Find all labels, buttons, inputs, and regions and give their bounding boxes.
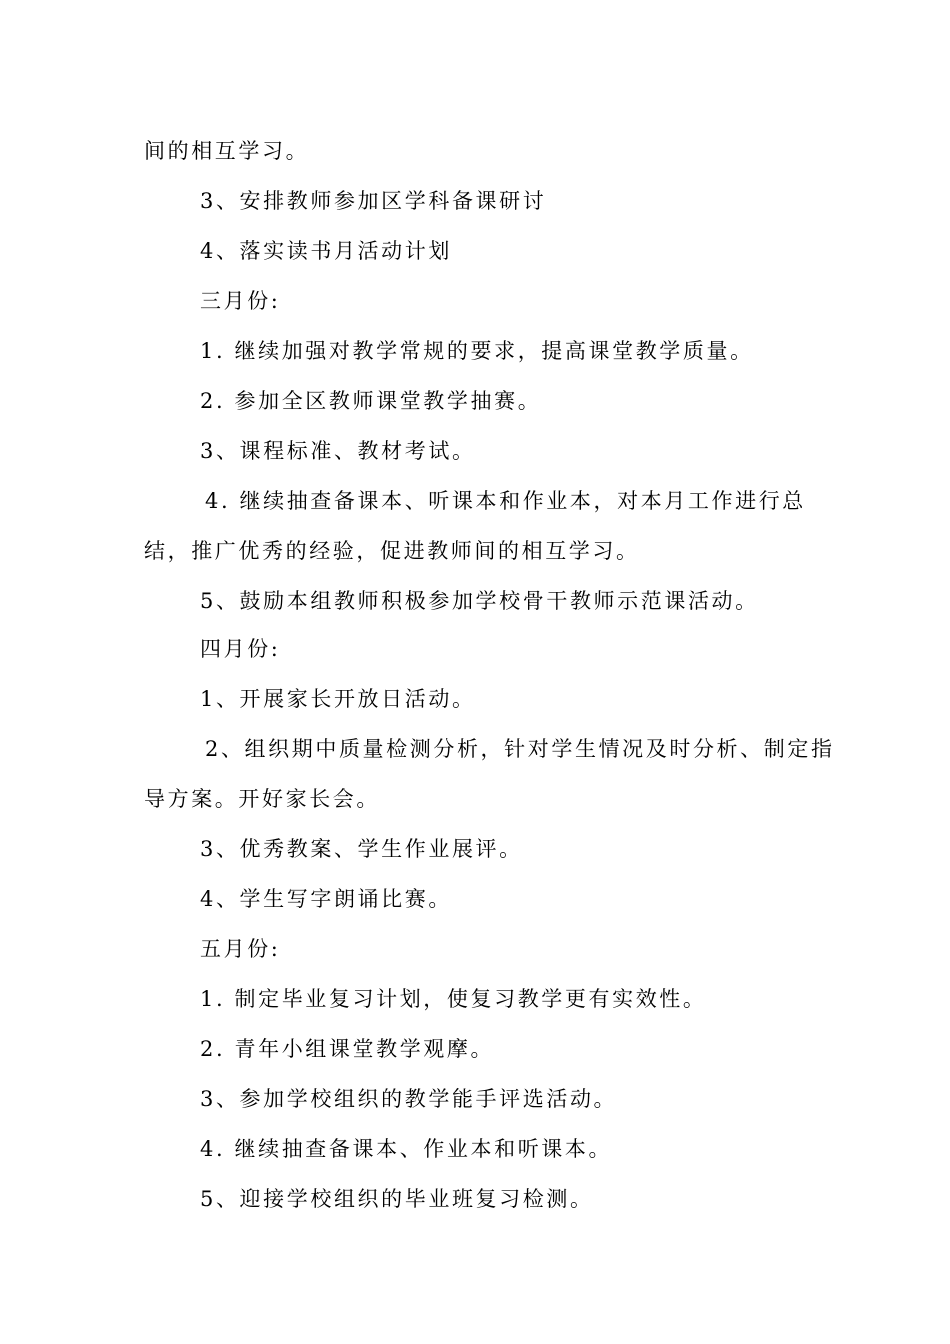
section-heading: 四月份: [200,637,281,661]
text-line: 结，推广优秀的经验，促进教师间的相互学习。 [144,539,640,563]
text-line: 3、优秀教案、学生作业展评。 [200,837,523,861]
section-heading: 三月份: [200,289,281,313]
text-line: 导方案。开好家长会。 [144,787,380,811]
text-line: 5、迎接学校组织的毕业班复习检测。 [200,1187,594,1211]
text-line: 4、落实读书月活动计划 [200,239,452,263]
text-line: 3、参加学校组织的教学能手评选活动。 [200,1087,618,1111]
text-line: 1. 继续加强对教学常规的要求，提高课堂教学质量。 [200,339,754,363]
text-line: 2、组织期中质量检测分析，针对学生情况及时分析、制定指 [205,737,835,761]
text-line: 3、安排教师参加区学科备课研讨 [200,189,547,213]
text-line: 4、学生写字朗诵比赛。 [200,887,452,911]
text-line: 2. 参加全区教师课堂教学抽赛。 [200,389,542,413]
text-line: 5、鼓励本组教师积极参加学校骨干教师示范课活动。 [200,589,759,613]
text-line: 2. 青年小组课堂教学观摩。 [200,1037,495,1061]
text-line: 间的相互学习。 [144,139,310,163]
text-line: 1. 制定毕业复习计划，使复习教学更有实效性。 [200,987,707,1011]
text-line: 1、开展家长开放日活动。 [200,687,476,711]
text-line: 4. 继续抽查备课本、作业本和听课本。 [200,1137,613,1161]
section-heading: 五月份: [200,937,281,961]
text-line: 3、课程标准、教材考试。 [200,439,476,463]
text-line: 4. 继续抽查备课本、听课本和作业本，对本月工作进行总 [205,489,806,513]
